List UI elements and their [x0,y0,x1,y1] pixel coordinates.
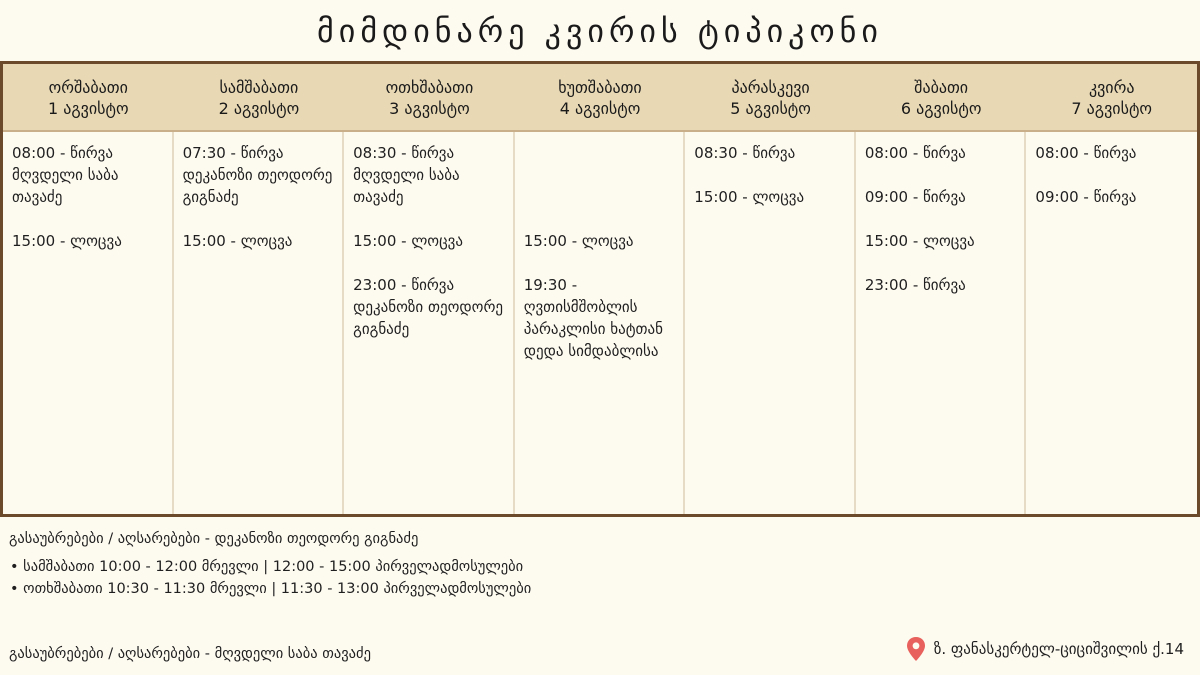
schedule-event: 08:00 - წირვა [864,144,966,162]
schedule-event: 15:00 - ლოცვა [694,188,805,206]
day-column-tuesday [174,132,345,514]
day-name: სამშაბათი [219,78,299,97]
address-block [906,637,1184,661]
day-column-friday [685,132,856,514]
schedule-event: 07:30 - წირვა დეკანოზი თეოდორე გიგნაძე [182,144,333,206]
day-header-thursday [515,64,686,132]
day-date: 1 აგვისტო [47,99,129,118]
day-column-thursday [515,132,686,514]
day-header-sunday [1026,64,1197,132]
day-header-tuesday [174,64,345,132]
schedule-event: 09:00 - წირვა [864,188,966,206]
schedule-event: 09:00 - წირვა [1035,188,1137,206]
day-name: შაბათი [914,78,969,97]
confession-section-title-1: გასაუბრებები / აღსარებები - დეკანოზი თეოდორე გიგნაძე [9,531,419,547]
day-header-friday [685,64,856,132]
day-column-monday [3,132,174,514]
day-name: ორშაბათი [48,78,128,97]
page-title: მიმდინარე კვირის ტიპიკონი [317,12,883,50]
confession-section-title-2: გასაუბრებები / აღსარებები - მღვდელი საბა თავაძე [9,646,371,662]
day-date: 5 აგვისტო [730,99,811,118]
location-pin-icon [906,637,926,661]
schedule-event: 23:00 - წირვა [864,276,966,294]
day-name: კვირა [1088,78,1135,97]
day-header-monday [3,64,174,132]
day-column-saturday [856,132,1027,514]
day-header-wednesday [344,64,515,132]
confession-hours-list [10,556,531,600]
weekly-schedule-table [0,61,1200,517]
day-date: 2 აგვისტო [218,99,300,118]
day-column-wednesday [344,132,515,514]
day-header-saturday [856,64,1027,132]
schedule-event: 15:00 - ლოცვა [523,232,634,250]
schedule-event: 08:00 - წირვა [1035,144,1137,162]
day-date: 4 აგვისტო [559,99,641,118]
day-name: ხუთშაბათი [558,78,642,97]
schedule-event: 08:00 - წირვა მღვდელი საბა თავაძე [12,144,119,206]
schedule-event: 15:00 - ლოცვა [353,232,463,250]
day-date: 3 აგვისტო [389,99,470,118]
schedule-event: 08:30 - წირვა მღვდელი საბა თავაძე [353,144,460,206]
schedule-event: 15:00 - ლოცვა [12,232,122,250]
list-item: • სამშაბათი 10:00 - 12:00 მრევლი | 12:00 - 15:00 პირველადმოსულები [10,556,531,578]
day-column-sunday [1026,132,1197,514]
schedule-event: 23:00 - წირვა დეკანოზი თეოდორე გიგნაძე [353,276,504,338]
day-date: 6 აგვისტო [900,99,982,118]
day-name: პარასკევი [731,78,810,97]
schedule-event: 19:30 - ღვთისმშობლის პარაკლისი ხატთან დედა სიმდაბლისა [523,276,663,360]
schedule-event: 08:30 - წირვა [694,144,796,162]
list-item: • ოთხშაბათი 10:30 - 11:30 მრევლი | 11:30 - 13:00 პირველადმოსულები [10,578,531,600]
address-text: ზ. ფანასკერტელ-ციციშვილის ქ.14 [933,640,1184,658]
day-name: ოთხშაბათი [385,78,474,97]
schedule-event: 15:00 - ლოცვა [864,232,975,250]
schedule-event: 15:00 - ლოცვა [182,232,293,250]
day-date: 7 აგვისტო [1071,99,1152,118]
